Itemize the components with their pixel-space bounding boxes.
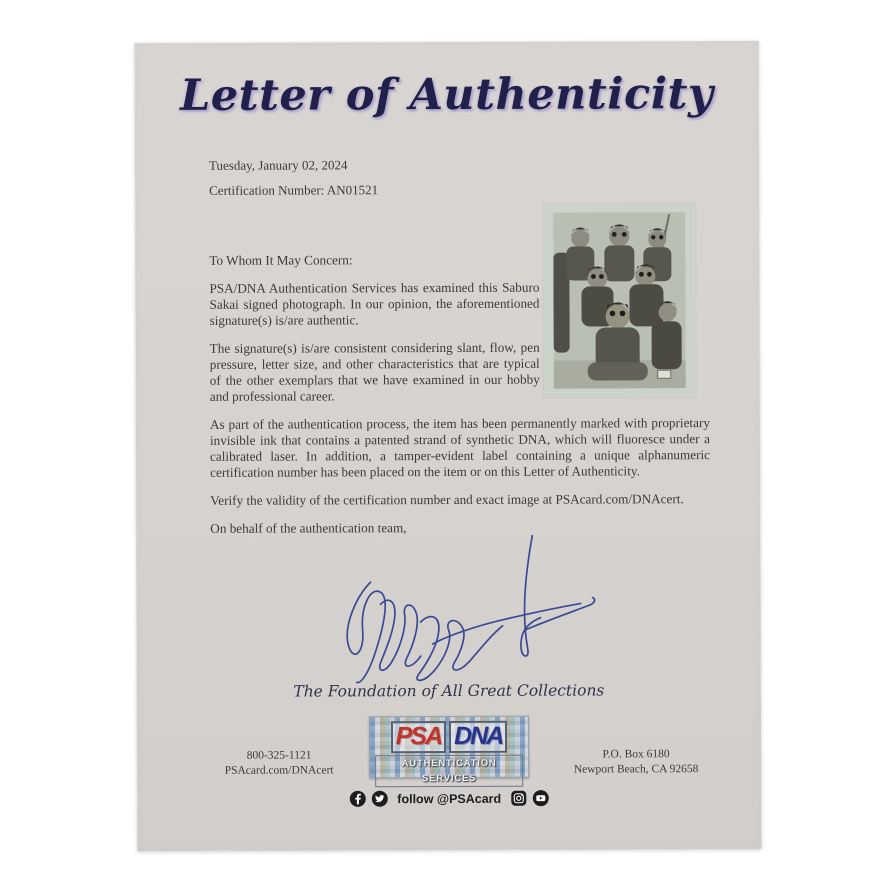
paragraph-opinion: PSA/DNA Authentication Services has examined this Saburo Sakai signed photograph. In our opinion, the aforementioned signature(s) is/are authentic.	[209, 279, 540, 328]
certification-number: Certification Number: AN01521	[209, 182, 379, 198]
po-box: P.O. Box 6180	[602, 748, 670, 761]
follow-handle-text: follow @PSAcard	[397, 791, 502, 806]
instagram-icon	[510, 790, 527, 807]
letter-of-authenticity-page	[135, 41, 762, 851]
twitter-icon	[371, 790, 388, 807]
signature-ink-strokes	[336, 533, 609, 690]
facebook-icon	[349, 790, 366, 807]
letter-title: Letter of Authenticity	[179, 69, 714, 121]
greeting: To Whom It May Concern:	[209, 252, 353, 268]
letter-body	[209, 251, 710, 549]
verify-line: Verify the validity of the certification number and exact image at PSAcard.com/DNAcert.	[210, 491, 684, 508]
contact-phone-block	[189, 748, 369, 779]
paragraph-dna-marking: As part of the authentication process, the item has been permanently marked with proprietary invisible ink that contains a patented strand of synthetic DNA, which will fluoresce under a calibrated laser. In addition, a tamper-evident label containing a unique alphanumeric certification number has been placed on the item or on this Letter of Authenticity.	[209, 415, 711, 480]
closing-line: On behalf of the authentication team,	[210, 520, 407, 536]
paragraph-characteristics: The signature(s) is/are consistent considering slant, flow, pen pressure, letter size, and other characteristics that are typical of the other exemplars that we have examined in our hobby and professional career.	[209, 339, 540, 404]
phone-number: 800-325-1121	[246, 749, 312, 762]
foundation-tagline: The Foundation of All Great Collections	[293, 681, 605, 701]
psa-dna-hologram-label	[369, 716, 529, 785]
authentication-services-text: AUTHENTICATION SERVICES	[375, 755, 523, 788]
psa-dna-logo	[370, 721, 528, 754]
contact-address-block	[533, 747, 739, 778]
website-url: PSAcard.com/DNAcert	[224, 764, 334, 777]
social-media-row	[349, 790, 549, 808]
city-state-zip: Newport Beach, CA 92658	[573, 763, 699, 776]
letter-meta	[209, 152, 378, 203]
psa-logo-text: PSA	[391, 721, 447, 753]
authenticator-signature	[336, 533, 609, 690]
dna-logo-text: DNA	[449, 721, 507, 753]
youtube-icon	[532, 790, 549, 807]
letter-date: Tuesday, January 02, 2024	[208, 157, 348, 173]
